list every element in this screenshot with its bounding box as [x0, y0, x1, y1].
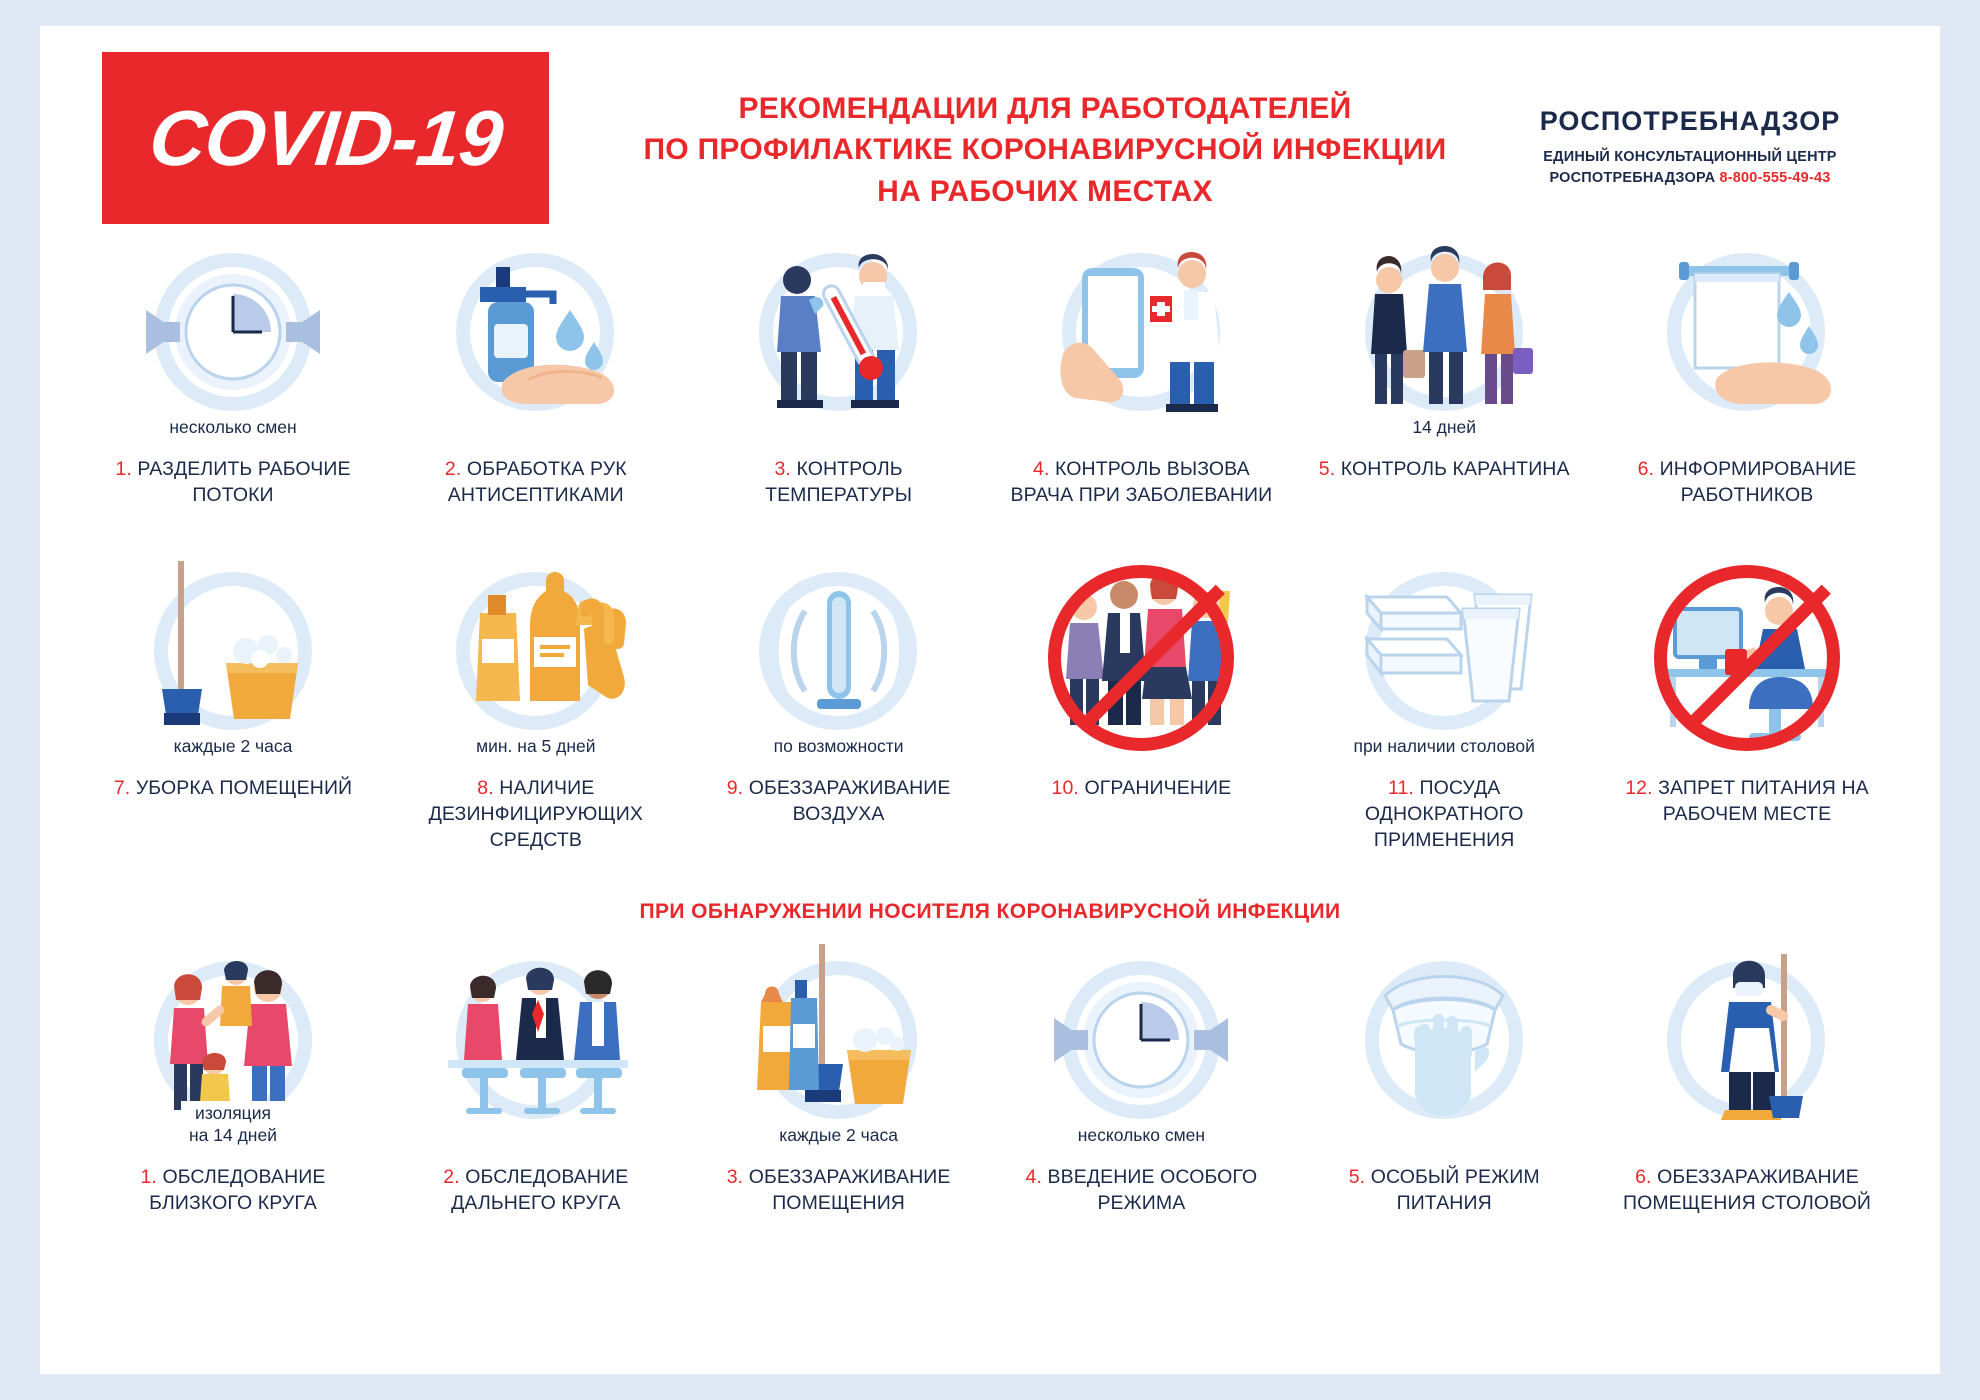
card-label: ОБСЛЕДОВАНИЕ БЛИЗКОГО КРУГА — [149, 1165, 326, 1214]
card-number: 3. — [726, 1165, 744, 1188]
page-title-line-2: ПО ПРОФИЛАКТИКЕ КОРОНАВИРУСНОЙ ИНФЕКЦИИ — [643, 133, 1447, 167]
organization-subtitle — [1490, 147, 1890, 188]
cleaner-woman-icon — [1629, 940, 1864, 1155]
card-caption — [1612, 776, 1882, 828]
organization-name: РОСПОТРЕБНАДЗОР — [1539, 106, 1841, 136]
detected-card-6 — [1612, 940, 1882, 1217]
detected-case-row — [40, 940, 1940, 1217]
card-label: ОБРАБОТКА РУК АНТИСЕПТИКАМИ — [447, 458, 627, 506]
covid-logo — [102, 52, 549, 224]
card-badge: каждые 2 часа — [166, 734, 301, 760]
card-caption — [704, 457, 974, 509]
thermometer-people-icon — [721, 232, 956, 447]
card-number: 7. — [113, 776, 131, 799]
card-badge: при наличии столовой — [1345, 734, 1542, 760]
poster-header — [40, 26, 1940, 226]
gloves-bottles-icon — [418, 551, 653, 766]
recommendation-card-9 — [704, 551, 974, 854]
card-label: КОНТРОЛЬ КАРАНТИНА — [1340, 458, 1570, 480]
card-label: ОБЕЗЗАРАЖИВАНИЕ ПОМЕЩЕНИЯ СТОЛОВОЙ — [1622, 1165, 1871, 1214]
page-title — [580, 88, 1510, 212]
card-label: КОНТРОЛЬ ВЫЗОВА ВРАЧА ПРИ ЗАБОЛЕВАНИИ — [1010, 458, 1273, 506]
card-number: 6. — [1637, 458, 1655, 480]
card-number: 11. — [1387, 776, 1414, 799]
hotline-phone: 8-800-555-49-43 — [1719, 169, 1831, 186]
recommendation-card-5 — [1309, 232, 1579, 509]
card-label: ОГРАНИЧЕНИЕ — [1084, 776, 1232, 799]
recommendation-card-3 — [704, 232, 974, 509]
detected-card-3 — [704, 940, 974, 1217]
card-badge: по возможности — [766, 734, 912, 760]
card-number: 8. — [477, 776, 494, 799]
recommendation-card-12 — [1612, 551, 1882, 854]
no-gathering-icon — [1024, 551, 1259, 766]
card-caption — [1006, 1165, 1276, 1217]
card-number: 6. — [1635, 1165, 1652, 1188]
page-title-line-3: НА РАБОЧИХ МЕСТАХ — [877, 174, 1213, 208]
card-number: 2. — [443, 1165, 460, 1188]
people-quarantine-icon — [1327, 232, 1562, 447]
towel-hand-icon — [1629, 232, 1864, 447]
detected-card-4 — [1006, 940, 1276, 1217]
card-number: 12. — [1625, 776, 1653, 799]
card-badge — [181, 1101, 285, 1149]
card-number: 9. — [726, 776, 744, 799]
card-number: 5. — [1348, 1165, 1366, 1188]
meeting-icon — [418, 940, 653, 1155]
card-caption — [401, 1165, 671, 1217]
card-number: 5. — [1318, 458, 1336, 480]
consult-center-owner: РОСПОТРЕБНАДЗОРА — [1549, 169, 1716, 186]
detected-card-5 — [1309, 940, 1579, 1217]
card-number: 3. — [774, 458, 791, 480]
detected-card-2 — [401, 940, 671, 1217]
recommendation-card-4 — [1006, 232, 1276, 509]
mop-bucket-icon — [116, 551, 351, 766]
page-title-line-1: РЕКОМЕНДАЦИИ ДЛЯ РАБОТОДАТЕЛЕЙ — [738, 92, 1352, 125]
card-label: НАЛИЧИЕ ДЕЗИНФИЦИРУЮЩИХ СРЕДСТВ — [428, 776, 643, 851]
card-label: ЗАПРЕТ ПИТАНИЯ НА РАБОЧЕМ МЕСТЕ — [1658, 776, 1869, 825]
card-badge: несколько смен — [161, 415, 304, 441]
card-label: ОСОБЫЙ РЕЖИМ ПИТАНИЯ — [1370, 1165, 1540, 1214]
main-recommendations-row-1 — [40, 232, 1940, 509]
card-number: 4. — [1025, 1165, 1042, 1188]
recommendation-card-7 — [98, 551, 368, 854]
recommendation-card-2 — [401, 232, 671, 509]
organization-block — [1490, 106, 1890, 188]
phone-doctor-icon — [1024, 232, 1259, 447]
card-caption — [1006, 457, 1276, 509]
card-badge: несколько смен — [1070, 1123, 1213, 1149]
clock-arrows-icon — [116, 232, 351, 447]
prohibition-sign — [1048, 565, 1234, 751]
recommendation-card-10 — [1006, 551, 1276, 854]
card-badge-line-2: на 14 дней — [189, 1124, 277, 1145]
card-label: ОБСЛЕДОВАНИЕ ДАЛЬНЕГО КРУГА — [451, 1165, 629, 1214]
card-label: ОБЕЗЗАРАЖИВАНИЕ ПОМЕЩЕНИЯ — [748, 1165, 951, 1214]
prohibition-sign — [1654, 565, 1840, 751]
card-badge: каждые 2 часа — [771, 1123, 906, 1149]
card-caption — [1309, 1165, 1579, 1217]
card-caption — [1309, 776, 1579, 854]
card-caption — [1612, 457, 1882, 509]
card-caption — [114, 776, 352, 802]
family-icon — [116, 940, 351, 1155]
consult-center-line: ЕДИНЫЙ КОНСУЛЬТАЦИОННЫЙ ЦЕНТР — [1543, 149, 1837, 165]
card-label: ИНФОРМИРОВАНИЕ РАБОТНИКОВ — [1659, 458, 1857, 506]
card-caption — [401, 776, 671, 854]
card-number: 1. — [140, 1165, 157, 1188]
card-label: ОБЕЗЗАРАЖИВАНИЕ ВОЗДУХА — [748, 776, 951, 825]
clock-arrows-icon — [1024, 940, 1259, 1155]
card-caption — [1052, 776, 1232, 802]
card-label: КОНТРОЛЬ ТЕМПЕРАТУРЫ — [765, 458, 913, 506]
card-caption — [401, 457, 671, 509]
card-number: 10. — [1051, 776, 1079, 799]
main-recommendations-row-2 — [40, 551, 1940, 854]
card-badge: мин. на 5 дней — [468, 734, 603, 760]
recommendation-card-11 — [1309, 551, 1579, 854]
card-label: РАЗДЕЛИТЬ РАБОЧИЕ ПОТОКИ — [137, 458, 351, 506]
card-label: ВВЕДЕНИЕ ОСОБОГО РЕЖИМА — [1047, 1165, 1258, 1214]
card-number: 1. — [115, 458, 132, 480]
card-caption — [1612, 1165, 1882, 1217]
detected-card-1 — [98, 940, 368, 1217]
card-caption — [1319, 457, 1570, 483]
section-title: ПРИ ОБНАРУЖЕНИИ НОСИТЕЛЯ КОРОНАВИРУСНОЙ ИНФЕКЦИИ — [639, 899, 1341, 923]
sanitizer-hand-icon — [418, 232, 653, 447]
recommendation-card-6 — [1612, 232, 1882, 509]
card-badge-line-1: изоляция — [195, 1102, 271, 1123]
no-eating-desk-icon — [1629, 551, 1864, 766]
card-caption — [704, 776, 974, 828]
card-badge: 14 дней — [1404, 415, 1484, 441]
recommendation-card-1 — [98, 232, 368, 509]
disposable-dishes-icon — [1327, 551, 1562, 766]
covid-logo-label: COVID-19 — [145, 93, 507, 182]
card-label: УБОРКА ПОМЕЩЕНИЙ — [135, 776, 353, 799]
air-lamp-icon — [721, 551, 956, 766]
card-caption — [98, 1165, 368, 1217]
card-number: 4. — [1033, 458, 1050, 480]
card-caption — [704, 1165, 974, 1217]
card-caption — [98, 457, 368, 509]
recommendation-card-8 — [401, 551, 671, 854]
mask-gloves-icon — [1327, 940, 1562, 1155]
cleaning-supplies-icon — [721, 940, 956, 1155]
card-number: 2. — [444, 458, 462, 480]
card-label: ПОСУДА ОДНОКРАТНОГО ПРИМЕНЕНИЯ — [1364, 776, 1524, 851]
poster — [40, 26, 1940, 1374]
